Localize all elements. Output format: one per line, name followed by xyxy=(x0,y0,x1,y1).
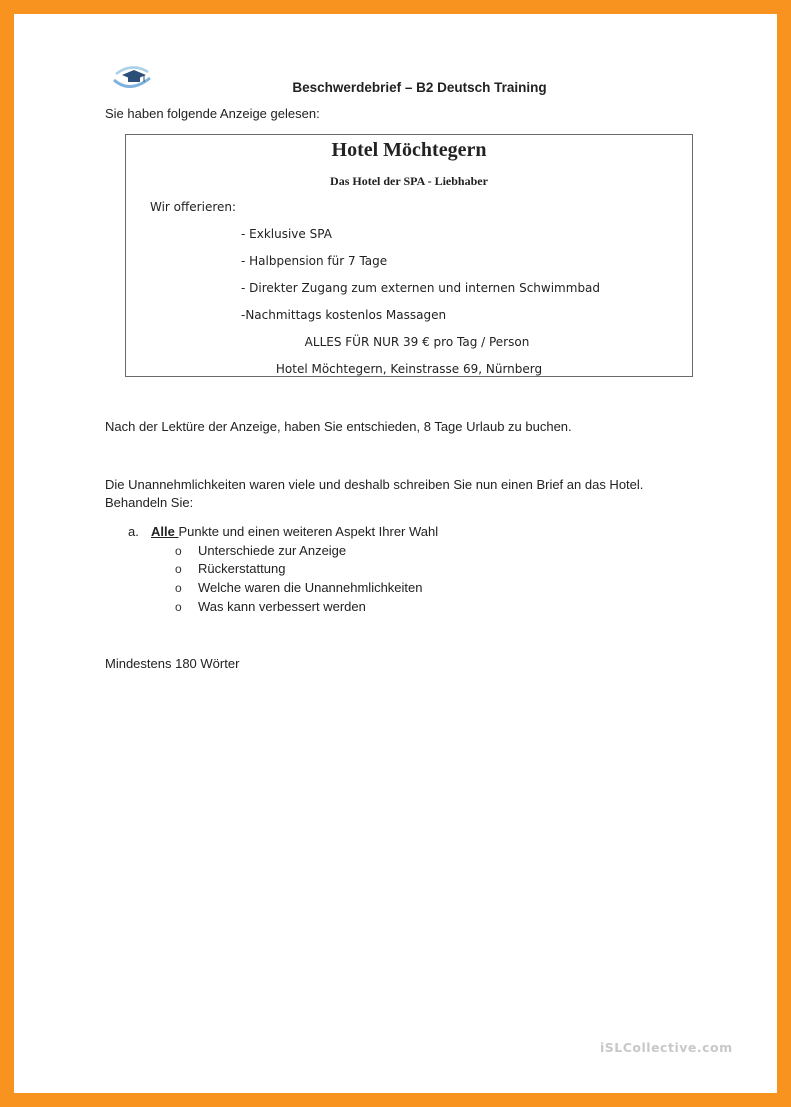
page-title: Beschwerdebrief – B2 Deutsch Training xyxy=(292,80,547,95)
advertisement-box xyxy=(125,134,693,377)
ad-offer-label: Wir offerieren: xyxy=(150,200,237,214)
bullet-item: Welche waren die Unannehmlichkeiten xyxy=(198,580,423,595)
paragraph-complaint: Die Unannehmlichkeiten waren viele und deshalb schreiben Sie nun einen Brief an das Hotel. xyxy=(105,477,644,492)
ad-subtitle: Das Hotel der SPA - Liebhaber xyxy=(330,174,488,188)
ad-item: -Nachmittags kostenlos Massagen xyxy=(241,308,447,322)
ad-title: Hotel Möchtegern xyxy=(331,139,487,161)
document-page xyxy=(14,14,777,1093)
bullet-marker: o xyxy=(175,600,182,614)
ad-item: - Halbpension für 7 Tage xyxy=(241,254,388,268)
bullet-marker: o xyxy=(175,581,182,595)
task-emphasis: Alle xyxy=(151,524,179,539)
bullet-item: Was kann verbessert werden xyxy=(198,599,366,614)
bullet-marker: o xyxy=(175,544,182,558)
task-text: Punkte und einen weiteren Aspekt Ihrer Wahl xyxy=(178,524,439,539)
watermark: iSLCollective.com xyxy=(600,1040,733,1055)
bullet-item: Unterschiede zur Anzeige xyxy=(198,543,347,558)
task-marker: a. xyxy=(128,524,139,539)
ad-item: - Direkter Zugang zum externen und internen Schwimmbad xyxy=(241,281,601,295)
bullet-marker: o xyxy=(175,562,182,576)
ad-price: ALLES FÜR NUR 39 € pro Tag / Person xyxy=(304,335,530,349)
intro-text: Sie haben folgende Anzeige gelesen: xyxy=(105,106,320,121)
task-item xyxy=(151,524,438,539)
paragraph-booking: Nach der Lektüre der Anzeige, haben Sie entschieden, 8 Tage Urlaub zu buchen. xyxy=(105,419,572,434)
bullet-item: Rückerstattung xyxy=(198,561,286,576)
paragraph-instruction: Behandeln Sie: xyxy=(105,495,194,510)
word-count-note: Mindestens 180 Wörter xyxy=(105,656,240,671)
ad-item: - Exklusive SPA xyxy=(241,227,332,241)
ad-address: Hotel Möchtegern, Keinstrasse 69, Nürnberg xyxy=(275,362,543,376)
